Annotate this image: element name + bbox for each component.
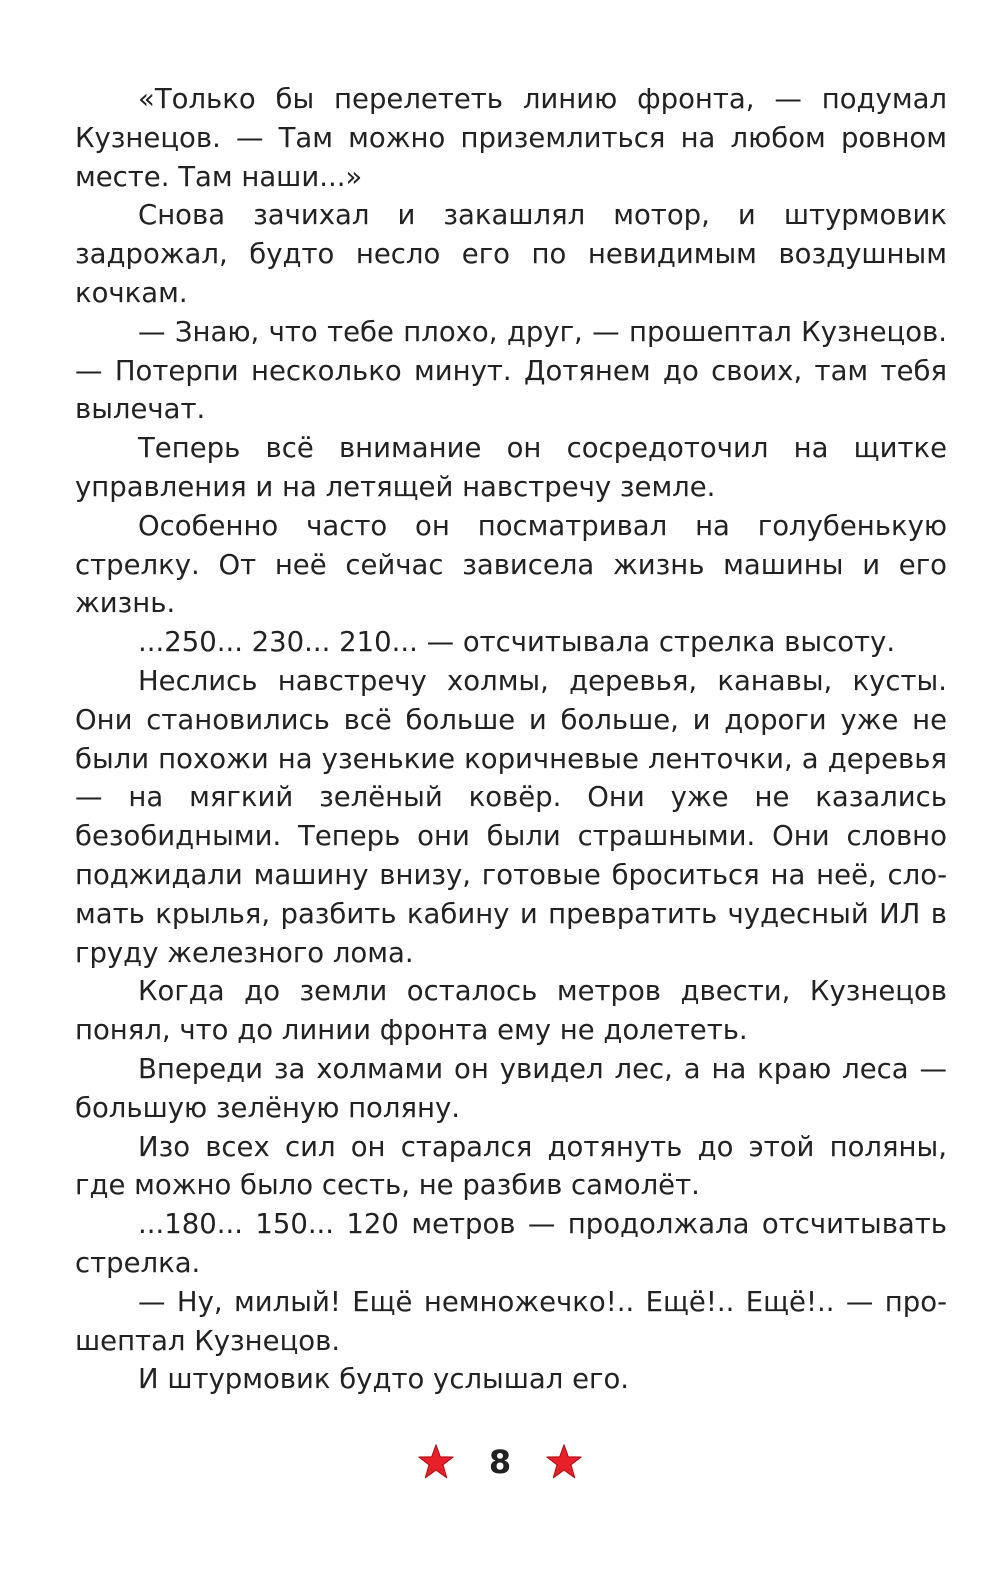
paragraph: ...250... 230... 210... — отсчитывала стрелка высоту. bbox=[138, 626, 896, 659]
red-star-icon bbox=[417, 1443, 455, 1481]
paragraph: Теперь всё внимание он сосредоточил на щитке управления и на летящей навстречу земле. bbox=[75, 432, 947, 503]
paragraph: Когда до земли осталось метров двести, Кузнецов понял, что до линии фронта ему не долететь. bbox=[75, 975, 947, 1047]
paragraph: — Ну, милый! Ещё немножечко!.. Ещё!.. Ещё!.. — прошептал Кузнецов. bbox=[75, 1285, 947, 1357]
paragraph: Изо всех сил он старался дотянуть до этой поляны, где можно было сесть, не разбив самолёт. bbox=[75, 1130, 947, 1202]
paragraph: ...180... 150... 120 метров — продолжала отсчитывать стрелка. bbox=[75, 1208, 947, 1279]
paragraph: «Только бы перелететь линию фронта, — подумал Кузнецов. — Там можно приземлиться на любом ровном месте. Там наши...» bbox=[75, 83, 947, 193]
page-number: 8 bbox=[488, 1443, 512, 1481]
paragraph: Впереди за холмами он увидел лес, а на краю леса — большую зелёную поляну. bbox=[75, 1052, 947, 1124]
story-text bbox=[75, 80, 947, 1399]
paragraph: И штурмовик будто услышал его. bbox=[138, 1363, 630, 1396]
red-star-icon bbox=[545, 1443, 583, 1481]
page-footer bbox=[0, 1432, 1000, 1492]
paragraph: Неслись навстречу холмы, деревья, канавы, кусты. Они становились всё больше и больше, и дороги уже не были похожи на узенькие коричневые ленточки, а деревья — на мягкий зелёный ковёр. Они уже не казались безобидными. Теперь они были страшными. Они словно поджидали машину внизу, готовые броситься на неё, сломать крылья, разбить кабину и превратить чудесный ИЛ в груду железного лома. bbox=[75, 664, 947, 969]
paragraph: Особенно часто он посматривал на голубенькую стрелку. От неё сейчас зависела жизнь машины и его жизнь. bbox=[75, 509, 947, 620]
paragraph: — Знаю, что тебе плохо, друг, — прошептал Кузнецов. — Потерпи несколько минут. Дотянем до своих, там тебя вылечат. bbox=[75, 315, 947, 426]
paragraph: Снова зачихал и закашлял мотор, и штурмовик задрожал, будто несло его по невидимым воздушным кочкам. bbox=[75, 199, 947, 309]
